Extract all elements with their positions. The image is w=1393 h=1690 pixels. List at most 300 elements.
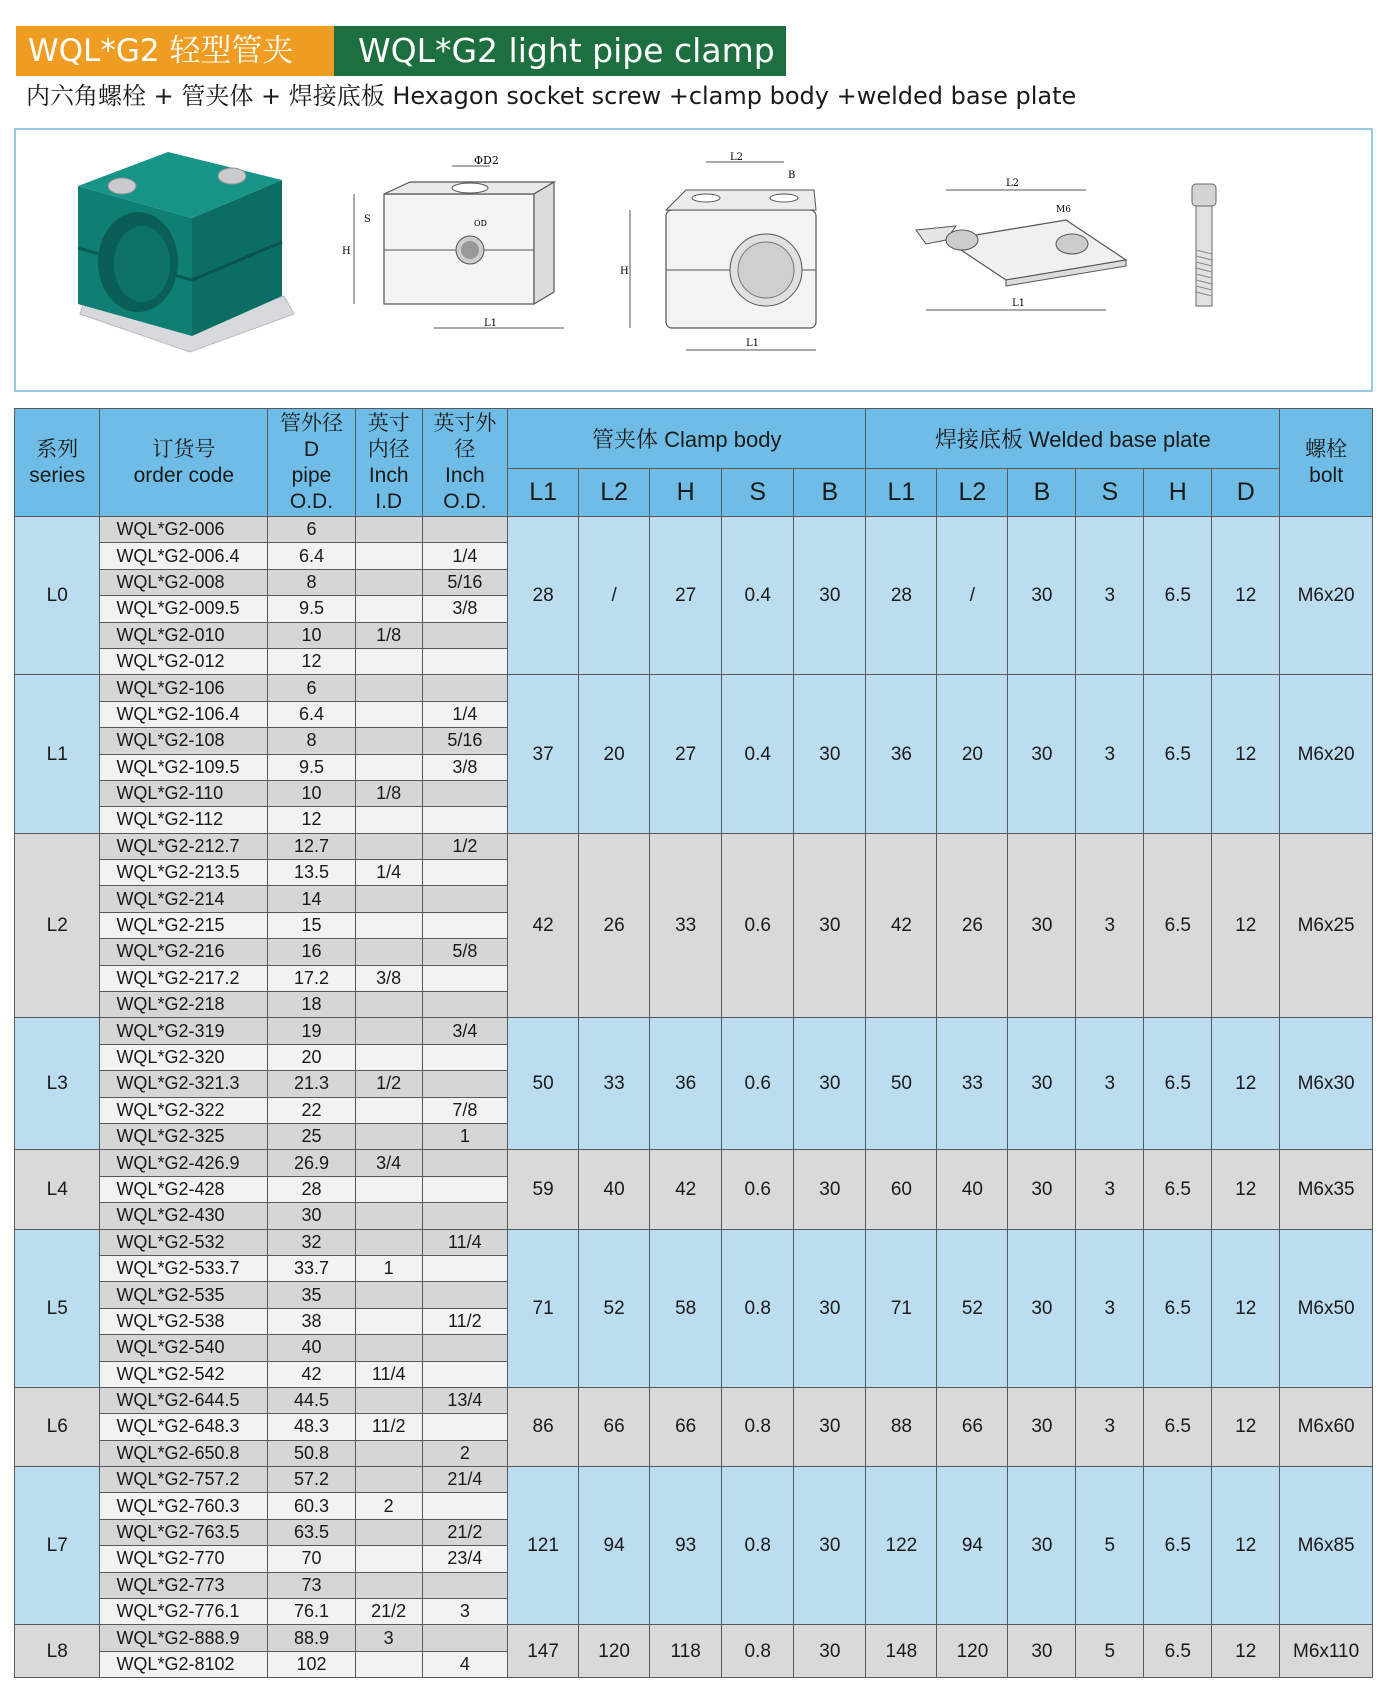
- plate-value-cell: 26: [937, 833, 1008, 1018]
- inch-id-cell: [355, 543, 422, 569]
- title-chinese: WQL*G2 轻型管夹: [16, 26, 334, 76]
- clamp-value-cell: 59: [508, 1150, 579, 1229]
- series-cell: L1: [15, 675, 100, 833]
- inch-od-cell: [422, 965, 507, 991]
- clamp-value-cell: 121: [508, 1467, 579, 1625]
- inch-id-cell: 11/4: [355, 1361, 422, 1387]
- clamp-value-cell: 27: [650, 517, 722, 675]
- clamp-value-cell: 42: [650, 1150, 722, 1229]
- inch-od-cell: 1: [422, 1123, 507, 1149]
- pipe-od-cell: 8: [268, 728, 356, 754]
- plate-value-cell: 12: [1212, 1229, 1280, 1387]
- inch-id-cell: [355, 807, 422, 833]
- inch-od-cell: [422, 912, 507, 938]
- l2-label-2: L2: [1006, 178, 1020, 189]
- plate-value-cell: 30: [1008, 1229, 1076, 1387]
- order-code-cell: WQL*G2-776.1: [100, 1599, 268, 1625]
- l1-label: L1: [484, 318, 498, 329]
- subtitle: 内六角螺栓 + 管夹体 + 焊接底板 Hexagon socket screw +clamp body +welded base plate: [26, 82, 1077, 110]
- inch-od-cell: [422, 622, 507, 648]
- inch-id-cell: 1: [355, 1255, 422, 1281]
- header-welded-base-plate: 焊接底板 Welded base plate: [866, 409, 1280, 469]
- plate-value-cell: 30: [1008, 833, 1076, 1018]
- clamp-value-cell: 26: [579, 833, 650, 1018]
- clamp-value-cell: 30: [794, 833, 866, 1018]
- plate-value-cell: 6.5: [1144, 1150, 1212, 1229]
- pipe-od-cell: 16: [268, 939, 356, 965]
- plate-value-cell: 6.5: [1144, 1387, 1212, 1466]
- pipe-od-cell: 70: [268, 1546, 356, 1572]
- order-code-cell: WQL*G2-430: [100, 1203, 268, 1229]
- inch-id-cell: 3: [355, 1625, 422, 1651]
- title-english: WQL*G2 light pipe clamp: [334, 26, 786, 76]
- header-bolt: [1280, 409, 1373, 517]
- inch-od-cell: 3: [422, 1599, 507, 1625]
- m6-label: M6: [1056, 205, 1071, 215]
- inch-od-cell: 3/8: [422, 754, 507, 780]
- plate-value-cell: 30: [1008, 675, 1076, 833]
- d2-label: ΦD2: [474, 154, 499, 167]
- inch-id-cell: [355, 1546, 422, 1572]
- plate-value-cell: 148: [866, 1625, 937, 1678]
- clamp-value-cell: 27: [650, 675, 722, 833]
- clamp-value-cell: 118: [650, 1625, 722, 1678]
- pipe-od-cell: 73: [268, 1572, 356, 1598]
- order-code-cell: WQL*G2-648.3: [100, 1414, 268, 1440]
- s-label: S: [364, 214, 371, 225]
- table-body: [15, 517, 1373, 1678]
- table-row: [15, 1150, 1373, 1176]
- inch-id-cell: 1/8: [355, 622, 422, 648]
- plate-value-cell: 12: [1212, 1387, 1280, 1466]
- inch-id-cell: [355, 1440, 422, 1466]
- plate-value-cell: 30: [1008, 1625, 1076, 1678]
- pipe-od-cell: 6.4: [268, 701, 356, 727]
- order-code-cell: WQL*G2-532: [100, 1229, 268, 1255]
- inch-od-cell: [422, 807, 507, 833]
- header-plate-h: H: [1144, 469, 1212, 517]
- bolt-cell: M6x30: [1280, 1018, 1373, 1150]
- pipe-od-cell: 26.9: [268, 1150, 356, 1176]
- pipe-od-cell: 32: [268, 1229, 356, 1255]
- plate-value-cell: 3: [1076, 1387, 1144, 1466]
- inch-od-cell: 1/4: [422, 543, 507, 569]
- plate-value-cell: 5: [1076, 1467, 1144, 1625]
- pipe-od-cell: 33.7: [268, 1255, 356, 1281]
- table-row: [15, 675, 1373, 701]
- clamp-value-cell: 37: [508, 675, 579, 833]
- header-inch-id: [355, 409, 422, 517]
- order-code-cell: WQL*G2-213.5: [100, 860, 268, 886]
- pipe-od-cell: 8: [268, 569, 356, 595]
- order-code-cell: WQL*G2-009.5: [100, 596, 268, 622]
- pipe-od-cell: 20: [268, 1044, 356, 1070]
- pipe-od-cell: 9.5: [268, 596, 356, 622]
- plate-value-cell: 6.5: [1144, 675, 1212, 833]
- plate-value-cell: 66: [937, 1387, 1008, 1466]
- table-row: [15, 1229, 1373, 1255]
- plate-value-cell: 30: [1008, 1018, 1076, 1150]
- inch-id-cell: [355, 1097, 422, 1123]
- inch-od-cell: [422, 675, 507, 701]
- header-order-code: [100, 409, 268, 517]
- clamp-value-cell: 33: [650, 833, 722, 1018]
- inch-od-cell: 4: [422, 1651, 507, 1677]
- inch-od-cell: 21/2: [422, 1519, 507, 1545]
- clamp-value-cell: 58: [650, 1229, 722, 1387]
- table-row: [15, 517, 1373, 543]
- b-label: B: [788, 170, 796, 181]
- header-inch-id-text: 英寸 内径 Inch I.D: [367, 411, 410, 513]
- header-series: [15, 409, 100, 517]
- order-code-cell: WQL*G2-112: [100, 807, 268, 833]
- order-code-cell: WQL*G2-770: [100, 1546, 268, 1572]
- inch-od-cell: [422, 1625, 507, 1651]
- bolt-cell: M6x50: [1280, 1229, 1373, 1387]
- plate-value-cell: 30: [1008, 517, 1076, 675]
- inch-id-cell: [355, 912, 422, 938]
- header-clamp-l2: L2: [579, 469, 650, 517]
- inch-od-cell: 5/16: [422, 569, 507, 595]
- pipe-od-cell: 9.5: [268, 754, 356, 780]
- plate-value-cell: 12: [1212, 1467, 1280, 1625]
- series-cell: L3: [15, 1018, 100, 1150]
- plate-value-cell: 42: [866, 833, 937, 1018]
- header-order-code-text: 订货号 order code: [133, 437, 235, 487]
- plate-value-cell: 28: [866, 517, 937, 675]
- table-row: [15, 1387, 1373, 1413]
- bolt-cell: M6x20: [1280, 517, 1373, 675]
- inch-id-cell: [355, 1282, 422, 1308]
- order-code-cell: WQL*G2-888.9: [100, 1625, 268, 1651]
- base-plate-drawing: [896, 170, 1146, 330]
- plate-value-cell: 12: [1212, 675, 1280, 833]
- plate-value-cell: /: [937, 517, 1008, 675]
- header-plate-s: S: [1076, 469, 1144, 517]
- pipe-od-cell: 6: [268, 517, 356, 543]
- clamp-value-cell: 30: [794, 1625, 866, 1678]
- inch-od-cell: [422, 1255, 507, 1281]
- pipe-od-cell: 60.3: [268, 1493, 356, 1519]
- inch-od-cell: [422, 1493, 507, 1519]
- order-code-cell: WQL*G2-214: [100, 886, 268, 912]
- clamp-value-cell: 42: [508, 833, 579, 1018]
- clamp-value-cell: 66: [579, 1387, 650, 1466]
- clamp-value-cell: 52: [579, 1229, 650, 1387]
- clamp-value-cell: 40: [579, 1150, 650, 1229]
- header-plate-l1: L1: [866, 469, 937, 517]
- header-inch-od-text: 英寸外 径 Inch O.D.: [433, 411, 497, 513]
- specification-table: [14, 408, 1373, 1678]
- order-code-cell: WQL*G2-773: [100, 1572, 268, 1598]
- table-row: [15, 1018, 1373, 1044]
- inch-id-cell: [355, 517, 422, 543]
- clamp-value-cell: 0.6: [722, 1018, 794, 1150]
- plate-value-cell: 122: [866, 1467, 937, 1625]
- order-code-cell: WQL*G2-106: [100, 675, 268, 701]
- inch-id-cell: 21/2: [355, 1599, 422, 1625]
- pipe-od-cell: 44.5: [268, 1387, 356, 1413]
- order-code-cell: WQL*G2-110: [100, 780, 268, 806]
- header-series-text: 系列 series: [29, 437, 86, 487]
- order-code-cell: WQL*G2-217.2: [100, 965, 268, 991]
- order-code-cell: WQL*G2-109.5: [100, 754, 268, 780]
- order-code-cell: WQL*G2-008: [100, 569, 268, 595]
- plate-value-cell: 3: [1076, 1229, 1144, 1387]
- clamp-value-cell: 30: [794, 1387, 866, 1466]
- pipe-od-cell: 12: [268, 807, 356, 833]
- header-plate-l2: L2: [937, 469, 1008, 517]
- order-code-cell: WQL*G2-012: [100, 648, 268, 674]
- product-image-panel: [14, 128, 1373, 392]
- header-clamp-l1: L1: [508, 469, 579, 517]
- clamp-value-cell: 0.6: [722, 833, 794, 1018]
- order-code-cell: WQL*G2-650.8: [100, 1440, 268, 1466]
- inch-od-cell: [422, 1203, 507, 1229]
- plate-value-cell: 12: [1212, 517, 1280, 675]
- plate-value-cell: 50: [866, 1018, 937, 1150]
- pipe-od-cell: 76.1: [268, 1599, 356, 1625]
- inch-od-cell: [422, 1071, 507, 1097]
- clamp-value-cell: 0.4: [722, 675, 794, 833]
- order-code-cell: WQL*G2-533.7: [100, 1255, 268, 1281]
- inch-id-cell: [355, 1018, 422, 1044]
- clamp-value-cell: 0.8: [722, 1467, 794, 1625]
- inch-od-cell: [422, 1361, 507, 1387]
- table-row: [15, 1625, 1373, 1651]
- inch-od-cell: [422, 860, 507, 886]
- plate-value-cell: 71: [866, 1229, 937, 1387]
- bolt-cell: M6x110: [1280, 1625, 1373, 1678]
- bolt-cell: M6x25: [1280, 833, 1373, 1018]
- pipe-od-cell: 42: [268, 1361, 356, 1387]
- inch-od-cell: [422, 517, 507, 543]
- pipe-od-cell: 40: [268, 1335, 356, 1361]
- table-row: [15, 1467, 1373, 1493]
- inch-id-cell: 1/4: [355, 860, 422, 886]
- inch-id-cell: [355, 939, 422, 965]
- inch-id-cell: [355, 1176, 422, 1202]
- inch-id-cell: 3/4: [355, 1150, 422, 1176]
- inch-id-cell: [355, 1123, 422, 1149]
- bolt-cell: M6x85: [1280, 1467, 1373, 1625]
- clamp-value-cell: 66: [650, 1387, 722, 1466]
- clamp-value-cell: 28: [508, 517, 579, 675]
- h-label-2: H: [620, 266, 629, 277]
- header-clamp-b: B: [794, 469, 866, 517]
- l2-label: L2: [730, 152, 744, 163]
- order-code-cell: WQL*G2-542: [100, 1361, 268, 1387]
- table-row: [15, 833, 1373, 859]
- order-code-cell: WQL*G2-319: [100, 1018, 268, 1044]
- inch-id-cell: [355, 675, 422, 701]
- pipe-od-cell: 6.4: [268, 543, 356, 569]
- clamp-value-cell: 147: [508, 1625, 579, 1678]
- inch-id-cell: [355, 1387, 422, 1413]
- inch-id-cell: 2: [355, 1493, 422, 1519]
- clamp-value-cell: 93: [650, 1467, 722, 1625]
- plate-value-cell: 94: [937, 1467, 1008, 1625]
- order-code-cell: WQL*G2-644.5: [100, 1387, 268, 1413]
- plate-value-cell: 6.5: [1144, 833, 1212, 1018]
- inch-od-cell: [422, 1414, 507, 1440]
- plate-value-cell: 33: [937, 1018, 1008, 1150]
- series-cell: L0: [15, 517, 100, 675]
- inch-od-cell: [422, 1176, 507, 1202]
- inch-od-cell: 23/4: [422, 1546, 507, 1572]
- order-code-cell: WQL*G2-322: [100, 1097, 268, 1123]
- order-code-cell: WQL*G2-325: [100, 1123, 268, 1149]
- order-code-cell: WQL*G2-010: [100, 622, 268, 648]
- pipe-od-cell: 19: [268, 1018, 356, 1044]
- pipe-od-cell: 6: [268, 675, 356, 701]
- clamp-value-cell: 30: [794, 1229, 866, 1387]
- header-clamp-body: 管夹体 Clamp body: [508, 409, 866, 469]
- plate-value-cell: 52: [937, 1229, 1008, 1387]
- clamp-value-cell: 0.8: [722, 1387, 794, 1466]
- inch-od-cell: [422, 886, 507, 912]
- order-code-cell: WQL*G2-540: [100, 1335, 268, 1361]
- series-cell: L7: [15, 1467, 100, 1625]
- order-code-cell: WQL*G2-321.3: [100, 1071, 268, 1097]
- order-code-cell: WQL*G2-218: [100, 992, 268, 1018]
- order-code-cell: WQL*G2-428: [100, 1176, 268, 1202]
- inch-od-cell: 3/4: [422, 1018, 507, 1044]
- inch-id-cell: 1/8: [355, 780, 422, 806]
- plate-value-cell: 6.5: [1144, 1018, 1212, 1150]
- pipe-od-cell: 12: [268, 648, 356, 674]
- pipe-od-cell: 14: [268, 886, 356, 912]
- pipe-od-cell: 35: [268, 1282, 356, 1308]
- inch-od-cell: [422, 1572, 507, 1598]
- inch-id-cell: 1/2: [355, 1071, 422, 1097]
- clamp-value-cell: 36: [650, 1018, 722, 1150]
- inch-od-cell: 1/2: [422, 833, 507, 859]
- pipe-od-cell: 28: [268, 1176, 356, 1202]
- header-pipe-od: [268, 409, 356, 517]
- clamp-value-cell: 120: [579, 1625, 650, 1678]
- clamp-value-cell: 0.8: [722, 1625, 794, 1678]
- pipe-od-cell: 48.3: [268, 1414, 356, 1440]
- series-cell: L6: [15, 1387, 100, 1466]
- od-label: OD: [474, 219, 487, 228]
- order-code-cell: WQL*G2-760.3: [100, 1493, 268, 1519]
- inch-id-cell: [355, 1572, 422, 1598]
- inch-od-cell: 2: [422, 1440, 507, 1466]
- inch-od-cell: [422, 1335, 507, 1361]
- plate-value-cell: 88: [866, 1387, 937, 1466]
- inch-id-cell: [355, 569, 422, 595]
- plate-value-cell: 36: [866, 675, 937, 833]
- clamp-value-cell: 20: [579, 675, 650, 833]
- plate-value-cell: 120: [937, 1625, 1008, 1678]
- clamp-front-drawing: [334, 150, 564, 360]
- inch-id-cell: [355, 1229, 422, 1255]
- order-code-cell: WQL*G2-426.9: [100, 1150, 268, 1176]
- inch-od-cell: 11/2: [422, 1308, 507, 1334]
- order-code-cell: WQL*G2-8102: [100, 1651, 268, 1677]
- order-code-cell: WQL*G2-215: [100, 912, 268, 938]
- bolt-cell: M6x20: [1280, 675, 1373, 833]
- order-code-cell: WQL*G2-763.5: [100, 1519, 268, 1545]
- inch-od-cell: [422, 992, 507, 1018]
- inch-id-cell: [355, 728, 422, 754]
- plate-value-cell: 3: [1076, 1150, 1144, 1229]
- plate-value-cell: 5: [1076, 1625, 1144, 1678]
- pipe-od-cell: 50.8: [268, 1440, 356, 1466]
- clamp-value-cell: 30: [794, 675, 866, 833]
- inch-id-cell: [355, 648, 422, 674]
- inch-od-cell: [422, 780, 507, 806]
- clamp-value-cell: 86: [508, 1387, 579, 1466]
- bolt-drawing: [1184, 180, 1224, 310]
- h-label: H: [342, 246, 351, 257]
- inch-id-cell: 11/2: [355, 1414, 422, 1440]
- order-code-cell: WQL*G2-216: [100, 939, 268, 965]
- l1-label-2: L1: [746, 338, 760, 349]
- pipe-od-cell: 57.2: [268, 1467, 356, 1493]
- clamp-value-cell: 33: [579, 1018, 650, 1150]
- inch-od-cell: 11/4: [422, 1229, 507, 1255]
- clamp-value-cell: 50: [508, 1018, 579, 1150]
- inch-id-cell: [355, 1651, 422, 1677]
- series-cell: L8: [15, 1625, 100, 1678]
- clamp-value-cell: /: [579, 517, 650, 675]
- order-code-cell: WQL*G2-006.4: [100, 543, 268, 569]
- inch-od-cell: 5/16: [422, 728, 507, 754]
- inch-id-cell: 3/8: [355, 965, 422, 991]
- bolt-cell: M6x60: [1280, 1387, 1373, 1466]
- plate-value-cell: 30: [1008, 1150, 1076, 1229]
- clamp-value-cell: 30: [794, 1018, 866, 1150]
- order-code-cell: WQL*G2-006: [100, 517, 268, 543]
- inch-od-cell: 13/4: [422, 1387, 507, 1413]
- plate-value-cell: 60: [866, 1150, 937, 1229]
- plate-value-cell: 6.5: [1144, 1467, 1212, 1625]
- order-code-cell: WQL*G2-538: [100, 1308, 268, 1334]
- header-inch-od: [422, 409, 507, 517]
- order-code-cell: WQL*G2-106.4: [100, 701, 268, 727]
- clamp-value-cell: 94: [579, 1467, 650, 1625]
- plate-value-cell: 6.5: [1144, 1625, 1212, 1678]
- plate-value-cell: 6.5: [1144, 517, 1212, 675]
- plate-value-cell: 30: [1008, 1467, 1076, 1625]
- plate-value-cell: 30: [1008, 1387, 1076, 1466]
- inch-od-cell: 1/4: [422, 701, 507, 727]
- pipe-od-cell: 63.5: [268, 1519, 356, 1545]
- plate-value-cell: 6.5: [1144, 1229, 1212, 1387]
- header-clamp-h: H: [650, 469, 722, 517]
- header-pipe-od-text: 管外径 D pipe O.D.: [279, 411, 343, 513]
- pipe-od-cell: 21.3: [268, 1071, 356, 1097]
- clamp-value-cell: 0.8: [722, 1229, 794, 1387]
- series-cell: L4: [15, 1150, 100, 1229]
- bolt-cell: M6x35: [1280, 1150, 1373, 1229]
- inch-od-cell: 21/4: [422, 1467, 507, 1493]
- inch-id-cell: [355, 1044, 422, 1070]
- header-plate-b: B: [1008, 469, 1076, 517]
- plate-value-cell: 12: [1212, 833, 1280, 1018]
- plate-value-cell: 3: [1076, 833, 1144, 1018]
- plate-value-cell: 12: [1212, 1625, 1280, 1678]
- header-plate-d: D: [1212, 469, 1280, 517]
- plate-value-cell: 12: [1212, 1150, 1280, 1229]
- plate-value-cell: 40: [937, 1150, 1008, 1229]
- inch-id-cell: [355, 886, 422, 912]
- plate-value-cell: 3: [1076, 675, 1144, 833]
- inch-od-cell: [422, 1044, 507, 1070]
- pipe-od-cell: 25: [268, 1123, 356, 1149]
